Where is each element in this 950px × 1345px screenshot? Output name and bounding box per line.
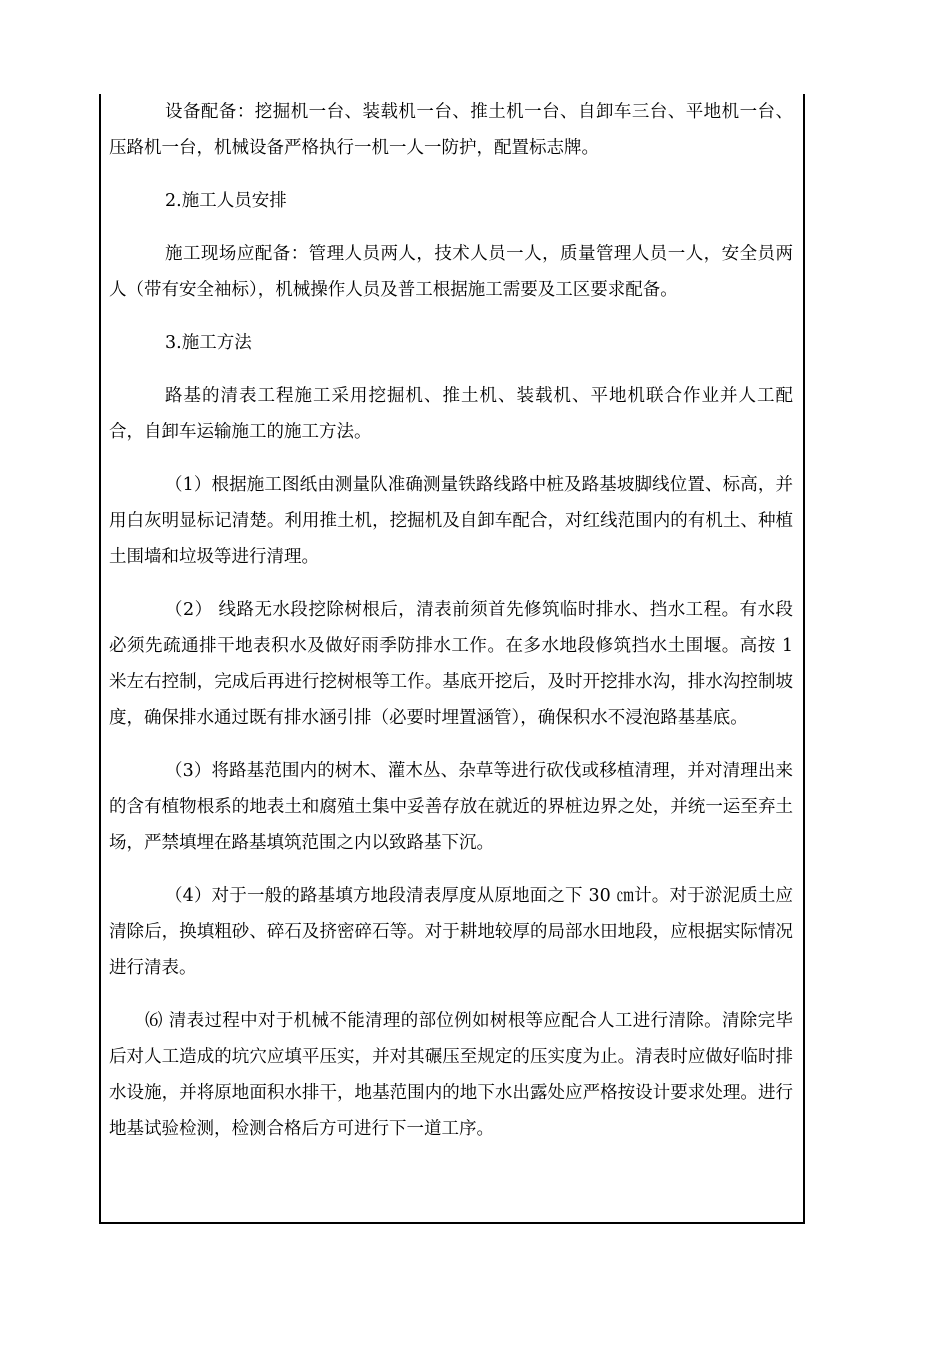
- paragraph-step-6: ⑹ 清表过程中对于机械不能清理的部位例如树根等应配合人工进行清除。清除完毕后对人工造成的坑穴应填平压实，并对其碾压至规定的压实度为止。清表时应做好临时排水设施，并将原地面积水排干，地基范围内的地下水出露处应严格按设计要求处理。进行地基试验检测，检测合格后方可进行下一道工序。: [109, 1011, 793, 1139]
- paragraph-equipment: 设备配备：挖掘机一台、装载机一台、推土机一台、自卸车三台、平地机一台、压路机一台，机械设备严格执行一机一人一防护，配置标志牌。: [109, 102, 793, 158]
- paragraph-personnel: 施工现场应配备：管理人员两人，技术人员一人，质量管理人员一人，安全员两人（带有安全袖标），机械操作人员及普工根据施工需要及工区要求配备。: [109, 244, 793, 300]
- heading-method: 3.施工方法: [165, 333, 252, 353]
- heading-personnel: 2.施工人员安排: [165, 191, 287, 211]
- paragraph-method: 路基的清表工程施工采用挖掘机、推土机、装载机、平地机联合作业并人工配合，自卸车运输施工的施工方法。: [109, 386, 793, 442]
- document-body: [109, 94, 793, 1147]
- paragraph-step-4: （4）对于一般的路基填方地段清表厚度从原地面之下 30 ㎝计。对于淤泥质土应清除后，换填粗砂、碎石及挤密碎石等。对于耕地较厚的局部水田地段，应根据实际情况进行清表。: [109, 886, 793, 978]
- paragraph-step-2: （2） 线路无水段挖除树根后，清表前须首先修筑临时排水、挡水工程。有水段必须先疏通排干地表积水及做好雨季防排水工作。在多水地段修筑挡水土围堰。高按 1 米左右控制，完成后再进行挖树根等工作。基底开挖后，及时开挖排水沟，排水沟控制坡度，确保排水通过既有排水涵引排（必要时埋置涵管），确保积水不浸泡路基基底。: [109, 600, 793, 728]
- paragraph-step-3: （3）将路基范围内的树木、灌木丛、杂草等进行砍伐或移植清理，并对清理出来的含有植物根系的地表土和腐殖土集中妥善存放在就近的界桩边界之处，并统一运至弃土场，严禁填埋在路基填筑范围之内以致路基下沉。: [109, 761, 793, 853]
- paragraph-step-1: （1）根据施工图纸由测量队准确测量铁路线路中桩及路基坡脚线位置、标高，并用白灰明显标记清楚。利用推土机，挖掘机及自卸车配合，对红线范围内的有机土、种植土围墙和垃圾等进行清理。: [109, 475, 793, 567]
